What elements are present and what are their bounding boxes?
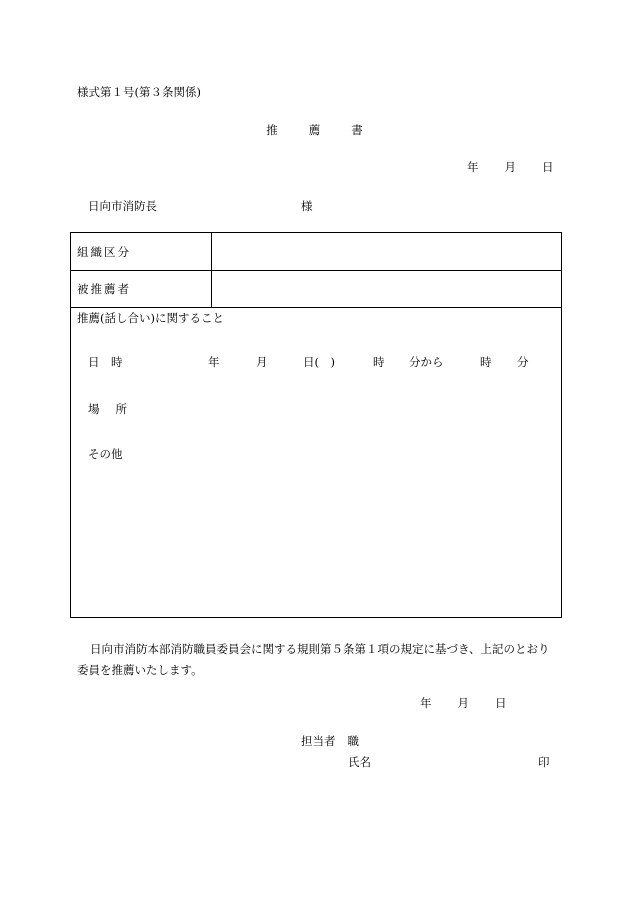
datetime-year: 年 <box>208 355 220 369</box>
datetime-hour-to: 時 <box>480 355 492 369</box>
datetime-row <box>71 355 561 369</box>
datetime-label: 日 時 <box>88 355 123 369</box>
place-label <box>88 402 127 416</box>
person-in-charge <box>301 734 359 748</box>
title-char-1: 推 <box>266 123 279 137</box>
header-date <box>467 160 554 174</box>
other-label: その他 <box>88 447 123 461</box>
title-char-3: 書 <box>351 123 364 137</box>
place-char-1: 場 <box>88 402 100 416</box>
organization-division-field[interactable] <box>212 233 561 270</box>
title-char-2: 薦 <box>308 123 322 137</box>
honorific: 様 <box>301 199 313 213</box>
footer-date-day: 日 <box>495 696 507 710</box>
datetime-day: 日( ) <box>303 355 335 369</box>
datetime-minute-from: 分から <box>409 355 444 369</box>
body-text: 日向市消防本部消防職員委員会に関する規則第５条第１項の規定に基づき、上記のとおり委員を推薦いたします。 <box>77 642 550 677</box>
datetime-hour-from: 時 <box>373 355 385 369</box>
header-date-day: 日 <box>542 160 554 174</box>
nominee-row <box>71 271 561 308</box>
place-char-2: 所 <box>115 402 127 416</box>
organization-division-label: 組織区分 <box>77 245 131 259</box>
section-heading: 推薦(話し合い)に関すること <box>77 311 224 325</box>
footer-date-month: 月 <box>457 696 469 710</box>
datetime-minute-to: 分 <box>517 355 529 369</box>
name-label: 氏名 <box>348 755 371 769</box>
seal-mark: 印 <box>538 755 550 769</box>
footer-date <box>420 696 507 710</box>
datetime-month: 月 <box>256 355 268 369</box>
organization-division-row <box>71 233 561 271</box>
person-in-charge-label: 担当者 <box>301 734 336 748</box>
document-title <box>0 123 630 137</box>
addressee: 日向市消防長 <box>88 199 157 213</box>
recommendation-form-table <box>70 232 562 618</box>
table-divider <box>211 233 212 308</box>
position-label: 職 <box>347 734 359 748</box>
nominee-label: 被推薦者 <box>77 282 131 296</box>
footer-date-year: 年 <box>420 696 432 710</box>
form-number: 様式第１号(第３条関係) <box>77 85 201 99</box>
nominee-field[interactable] <box>212 271 561 307</box>
header-date-month: 月 <box>504 160 516 174</box>
header-date-year: 年 <box>467 160 479 174</box>
